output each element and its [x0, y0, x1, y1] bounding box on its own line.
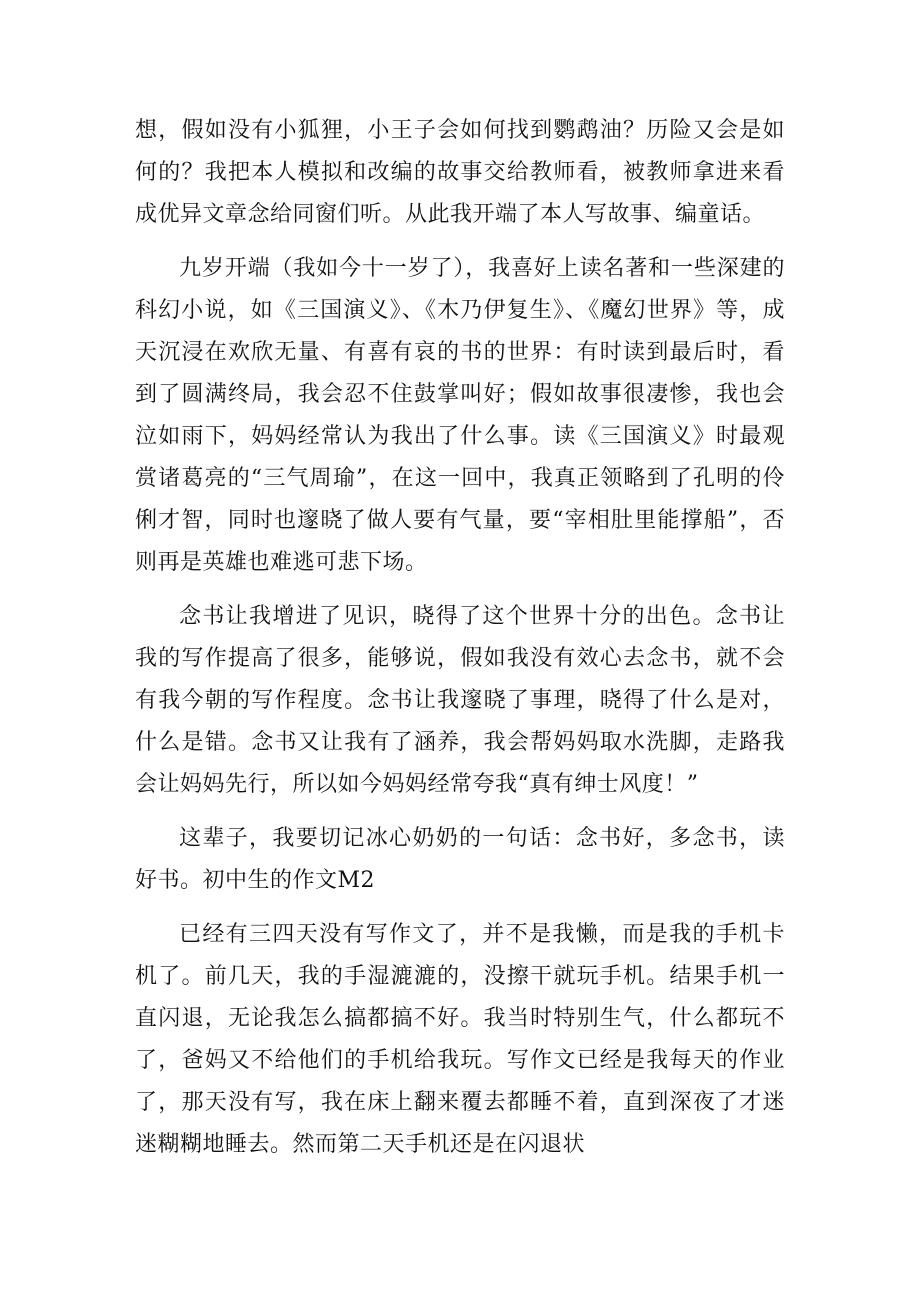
- paragraph-5: 已经有三四天没有写作文了，并不是我懒，而是我的手机卡机了。前几天，我的手湿漉漉的，没擦干就玩手机。结果手机一直闪退，无论我怎么搞都搞不好。我当时特别生气，什么都玩不了，爸妈又不给他们的手机给我玩。写作文已经是我每天的作业了，那天没有写，我在床上翻来覆去都睡不着，直到深夜了才迷迷糊糊地睡去。然而第二天手机还是在闪退状: [135, 922, 785, 1157]
- paragraph-2: 九岁开端（我如今十一岁了），我喜好上读名著和一些深建的科幻小说，如《三国演义》、《木乃伊复生》、《魔幻世界》等，成天沉浸在欢欣无量、有喜有哀的书的世界：有时读到最后时，看到了圆满终局，我会忍不住鼓掌叫好；假如故事很凄惨，我也会泣如雨下，妈妈经常认为我出了什么事。读《三国演义》时最观赏诸葛亮的“三气周瑜”，在这一回中，我真正领略到了孔明的伶俐才智，同时也邃晓了做人要有气量，要“宰相肚里能撑船”，否则再是英雄也难逃可悲下场。: [135, 256, 785, 575]
- paragraph-3: 念书让我增进了见识，晓得了这个世界十分的出色。念书让我的写作提高了很多，能够说，假如我没有效心去念书，就不会有我今朝的写作程度。念书让我邃晓了事理，晓得了什么是对，什么是错。念书又让我有了涵养，我会帮妈妈取水洗脚，走路我会让妈妈先行，所以如今妈妈经常夸我“真有绅士风度！”: [135, 604, 785, 797]
- paragraph-4: 这辈子，我要切记冰心奶奶的一句话：念书好，多念书，读好书。初中生的作文M2: [135, 826, 785, 893]
- document-body: [135, 110, 785, 1178]
- paragraph-1: 想，假如没有小狐狸，小王子会如何找到鹦鹉油？历险又会是如何的？我把本人模拟和改编的故事交给教师看，被教师拿进来看成优异文章念给同窗们听。从此我开端了本人写故事、编童话。: [135, 118, 785, 227]
